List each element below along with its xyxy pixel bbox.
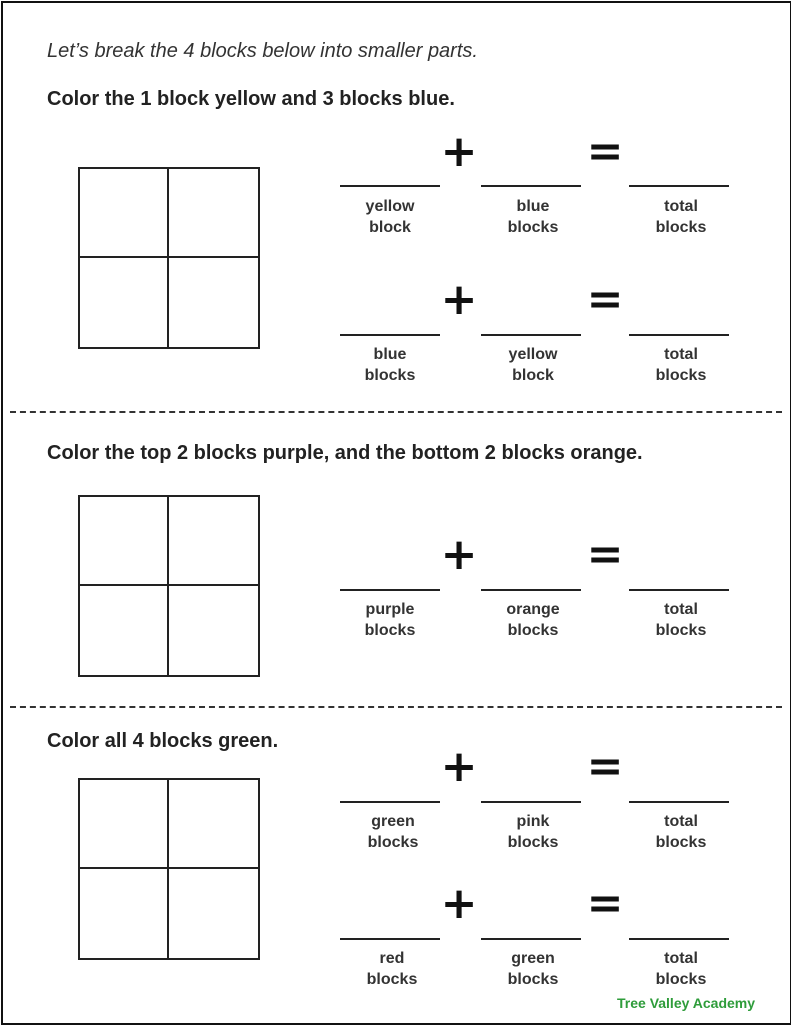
equals-sign: = (586, 878, 624, 929)
answer-blank[interactable] (629, 589, 729, 591)
block-cell[interactable] (80, 869, 169, 958)
blank-label: total blocks (655, 346, 707, 384)
block-cell[interactable] (80, 169, 169, 258)
block-cell[interactable] (169, 169, 258, 258)
blank-label: purple blocks (364, 601, 416, 639)
blank-label: orange blocks (506, 601, 560, 639)
blank-label: pink blocks (507, 813, 559, 851)
answer-blank[interactable] (629, 334, 729, 336)
equals-sign: = (586, 529, 624, 580)
answer-blank[interactable] (481, 185, 581, 187)
blank-label: green blocks (507, 950, 559, 988)
answer-blank[interactable] (629, 938, 729, 940)
plus-sign: + (440, 741, 478, 792)
answer-blank[interactable] (340, 801, 440, 803)
block-cell[interactable] (169, 869, 258, 958)
block-grid-2[interactable] (78, 495, 260, 677)
plus-sign: + (440, 529, 478, 580)
answer-blank[interactable] (481, 334, 581, 336)
plus-sign: + (440, 878, 478, 929)
plus-sign: + (440, 126, 478, 177)
blank-label: total blocks (655, 601, 707, 639)
block-cell[interactable] (80, 780, 169, 869)
answer-blank[interactable] (481, 938, 581, 940)
blank-label: total blocks (655, 950, 707, 988)
answer-blank[interactable] (629, 185, 729, 187)
block-cell[interactable] (80, 258, 169, 347)
plus-sign: + (440, 274, 478, 325)
blank-label: blue blocks (364, 346, 416, 384)
block-grid-1[interactable] (78, 167, 260, 349)
equals-sign: = (586, 126, 624, 177)
section-divider (10, 706, 782, 708)
blank-label: yellow block (508, 346, 558, 384)
instruction-2: Color the top 2 blocks purple, and the bottom 2 blocks orange. (47, 442, 643, 464)
section-divider (10, 411, 782, 413)
block-cell[interactable] (169, 586, 258, 675)
answer-blank[interactable] (629, 801, 729, 803)
answer-blank[interactable] (340, 185, 440, 187)
block-cell[interactable] (169, 497, 258, 586)
equals-sign: = (586, 741, 624, 792)
answer-blank[interactable] (481, 801, 581, 803)
intro-text: Let’s break the 4 blocks below into smaller parts. (47, 40, 478, 62)
equals-sign: = (586, 274, 624, 325)
instruction-3: Color all 4 blocks green. (47, 730, 279, 752)
blank-label: total blocks (655, 198, 707, 236)
blank-label: yellow block (365, 198, 415, 236)
brand-footer: Tree Valley Academy (617, 995, 756, 1011)
answer-blank[interactable] (481, 589, 581, 591)
block-cell[interactable] (80, 586, 169, 675)
block-cell[interactable] (169, 780, 258, 869)
block-cell[interactable] (80, 497, 169, 586)
instruction-1: Color the 1 block yellow and 3 blocks blue. (47, 88, 455, 110)
blank-label: total blocks (655, 813, 707, 851)
answer-blank[interactable] (340, 938, 440, 940)
answer-blank[interactable] (340, 334, 440, 336)
answer-blank[interactable] (340, 589, 440, 591)
block-cell[interactable] (169, 258, 258, 347)
block-grid-3[interactable] (78, 778, 260, 960)
blank-label: red blocks (366, 950, 418, 988)
blank-label: blue blocks (507, 198, 559, 236)
blank-label: green blocks (367, 813, 419, 851)
